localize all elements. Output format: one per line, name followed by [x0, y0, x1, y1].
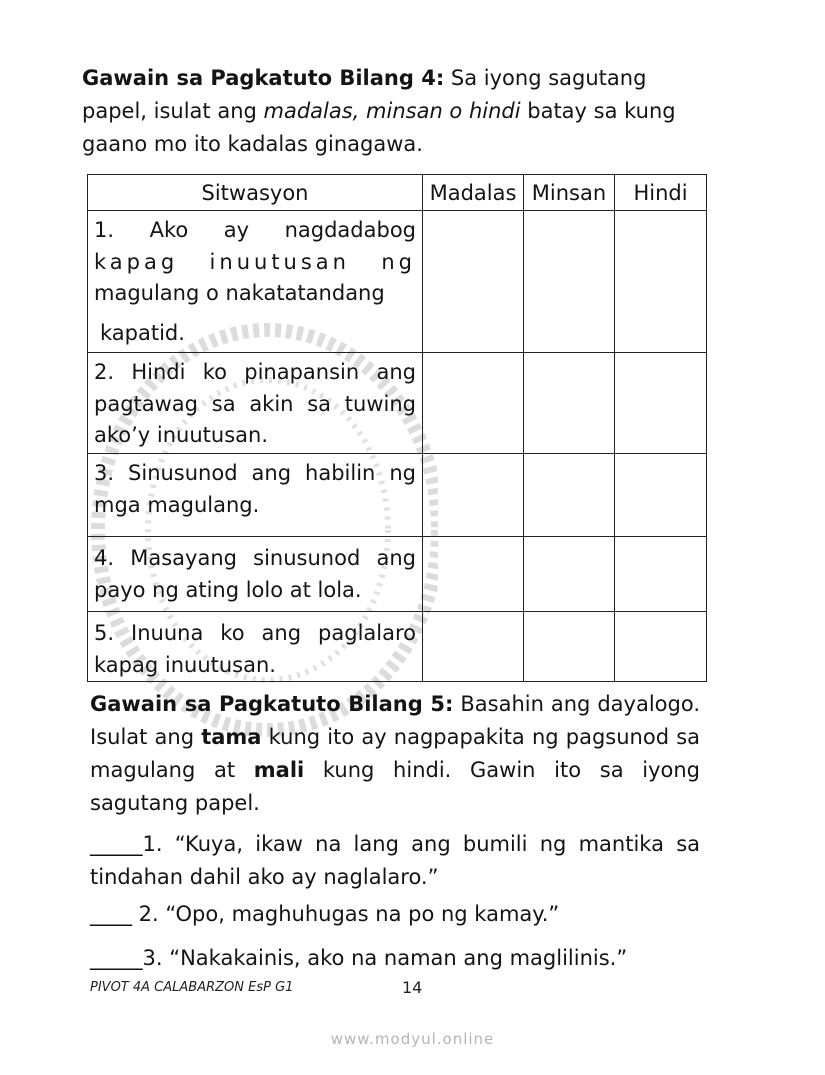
footer-label: PIVOT 4A CALABARZON EsP G1 — [90, 980, 294, 995]
row1-line3: magulang o nakatatandang — [94, 281, 385, 305]
answer-cell-madalas[interactable] — [423, 537, 524, 612]
activity4-instructions — [82, 62, 702, 161]
site-watermark: www.modyul.online — [330, 1030, 495, 1048]
situation-cell: 4. Masayang sinusunod ang payo ng ating lolo at lola. — [88, 537, 423, 612]
header-minsan: Minsan — [524, 175, 615, 211]
answer-cell-minsan[interactable] — [524, 353, 615, 454]
answer-cell-hindi[interactable] — [615, 454, 707, 537]
table-header-row — [88, 175, 707, 211]
answer-cell-minsan[interactable] — [524, 612, 615, 682]
activity4-instr-b: batay sa kung gaano mo ito kadalas ginagawa. — [82, 99, 676, 156]
answer-cell-hindi[interactable] — [615, 537, 707, 612]
dialogue-item-2: ____ 2. “Opo, maghuhugas na po ng kamay.” — [90, 902, 560, 926]
header-hindi: Hindi — [615, 175, 707, 211]
row1-line1: 1. Ako ay nagdadabog — [94, 218, 416, 242]
answer-cell-minsan[interactable] — [524, 211, 615, 353]
word-tama: tama — [201, 725, 262, 749]
answer-cell-minsan[interactable] — [524, 454, 615, 537]
situation-cell: 5. Inuuna ko ang paglalaro kapag inuutusan. — [88, 612, 423, 682]
word-mali: mali — [253, 758, 305, 782]
dialogue-item-1: _____1. “Kuya, ikaw na lang ang bumili ng mantika sa tindahan dahil ako ay naglalaro.” — [90, 832, 700, 889]
row1-line4: kapatid. — [100, 320, 185, 345]
answer-cell-hindi[interactable] — [615, 211, 707, 353]
table-row — [88, 537, 707, 612]
answer-cell-hindi[interactable] — [615, 353, 707, 454]
answer-cell-madalas[interactable] — [423, 353, 524, 454]
answer-cell-madalas[interactable] — [423, 454, 524, 537]
page-number: 14 — [402, 978, 423, 997]
row1-line2: kapag inuutusan ng — [94, 249, 416, 274]
situation-cell: 3. Sinusunod ang habilin ng mga magulang. — [88, 454, 423, 537]
activity5-instructions — [90, 688, 700, 820]
answer-cell-minsan[interactable] — [524, 537, 615, 612]
dialogue-item-3: _____3. “Nakakainis, ako na naman ang maglilinis.” — [90, 946, 628, 970]
table-row — [88, 612, 707, 682]
answer-cell-madalas[interactable] — [423, 211, 524, 353]
table-row — [88, 454, 707, 537]
situation-cell: 2. Hindi ko pinapansin ang pagtawag sa akin sa tuwing ako’y inuutusan. — [88, 353, 423, 454]
header-madalas: Madalas — [423, 175, 524, 211]
activity5-instr-a: Basahin ang dayalogo. Isulat ang — [90, 692, 700, 749]
activity5-instr-c: kung hindi. Gawin ito sa iyong sagutang papel. — [90, 758, 701, 815]
activity4-options: madalas, minsan o hindi — [263, 99, 521, 123]
header-sitwasyon: Sitwasyon — [88, 175, 423, 211]
answer-cell-madalas[interactable] — [423, 612, 524, 682]
activity5-title: Gawain sa Pagkatuto Bilang 5: — [90, 692, 454, 716]
situation-cell — [88, 211, 423, 353]
table-row — [88, 353, 707, 454]
activity4-title: Gawain sa Pagkatuto Bilang 4: — [82, 66, 445, 90]
activity4-instr-a: Sa iyong sagutang papel, isulat ang — [82, 66, 647, 123]
activity5-instr-b: kung ito ay nagpapakita ng pagsunod sa magulang at — [90, 725, 700, 782]
table-row — [88, 211, 707, 353]
answer-cell-hindi[interactable] — [615, 612, 707, 682]
situation-table — [87, 174, 707, 682]
